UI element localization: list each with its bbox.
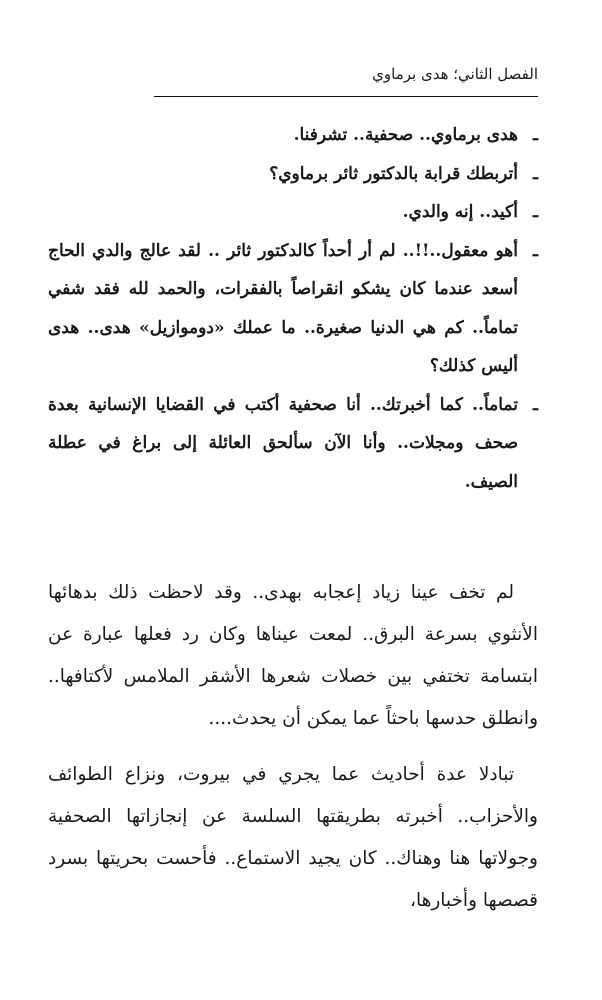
prose-paragraph: لم تخف عينا زياد إعجابه بهدى.. وقد لاحظت ذلك بدهائها الأنثوي بسرعة البرق.. لمعت عيناها وكان رد فعلها عبارة عن ابتسامة تختفي بين خصلات شعرها الأشقر الملامس لأكتافها.. وانطلق حدسها باحثاً عما يمكن أن يحدث.... (48, 582, 538, 729)
dialogue-line (48, 155, 538, 194)
dialogue-text: هدى برماوي.. صحفية.. تشرفنا. (293, 125, 518, 145)
prose-paragraph: تبادلا عدة أحاديث عما يجري في بيروت، ونزاع الطوائف والأحزاب.. أخبرته بطريقتها السلسة عن إنجازاتها الصحفية وجولاتها هنا وهناك.. كان يجيد الاستماع.. فأحست بحريتها بسرد قصصها وأخبارها، (48, 764, 538, 911)
dialogue-line (48, 386, 538, 502)
dialogue-block (48, 116, 538, 501)
running-header: الفصل الثاني؛ هدى برماوي (372, 65, 538, 83)
header-rule (154, 96, 538, 97)
dialogue-text: أكيد.. إنه والدي. (402, 202, 518, 222)
dialogue-dash: ـ (533, 125, 538, 145)
dialogue-line (48, 193, 538, 232)
dialogue-dash: ـ (533, 394, 538, 415)
dialogue-dash: ـ (533, 202, 538, 222)
dialogue-dash: ـ (533, 240, 538, 261)
prose-block (48, 572, 538, 936)
dialogue-line (48, 232, 538, 386)
dialogue-line (48, 116, 538, 155)
dialogue-text: تماماً.. كما أخبرتك.. أنا صحفية أكتب في القضايا الإنسانية بعدة صحف ومجلات.. وأنا الآن سألحق العائلة إلى براغ في عطلة الصيف. (48, 394, 518, 492)
dialogue-text: أهو معقول..!!.. لم أر أحداً كالدكتور ثائر .. لقد عالج والدي الحاج أسعد عندما كان يشكو انقراصاً بالفقرات، والحمد لله فقد شفي تماماً.. كم هي الدنيا صغيرة.. ما عملك «دوموازيل» هدى.. هدى أليس كذلك؟ (48, 240, 518, 376)
dialogue-dash: ـ (533, 163, 538, 184)
dialogue-text: أتربطك قرابة بالدكتور ثائر برماوي؟ (269, 163, 518, 184)
